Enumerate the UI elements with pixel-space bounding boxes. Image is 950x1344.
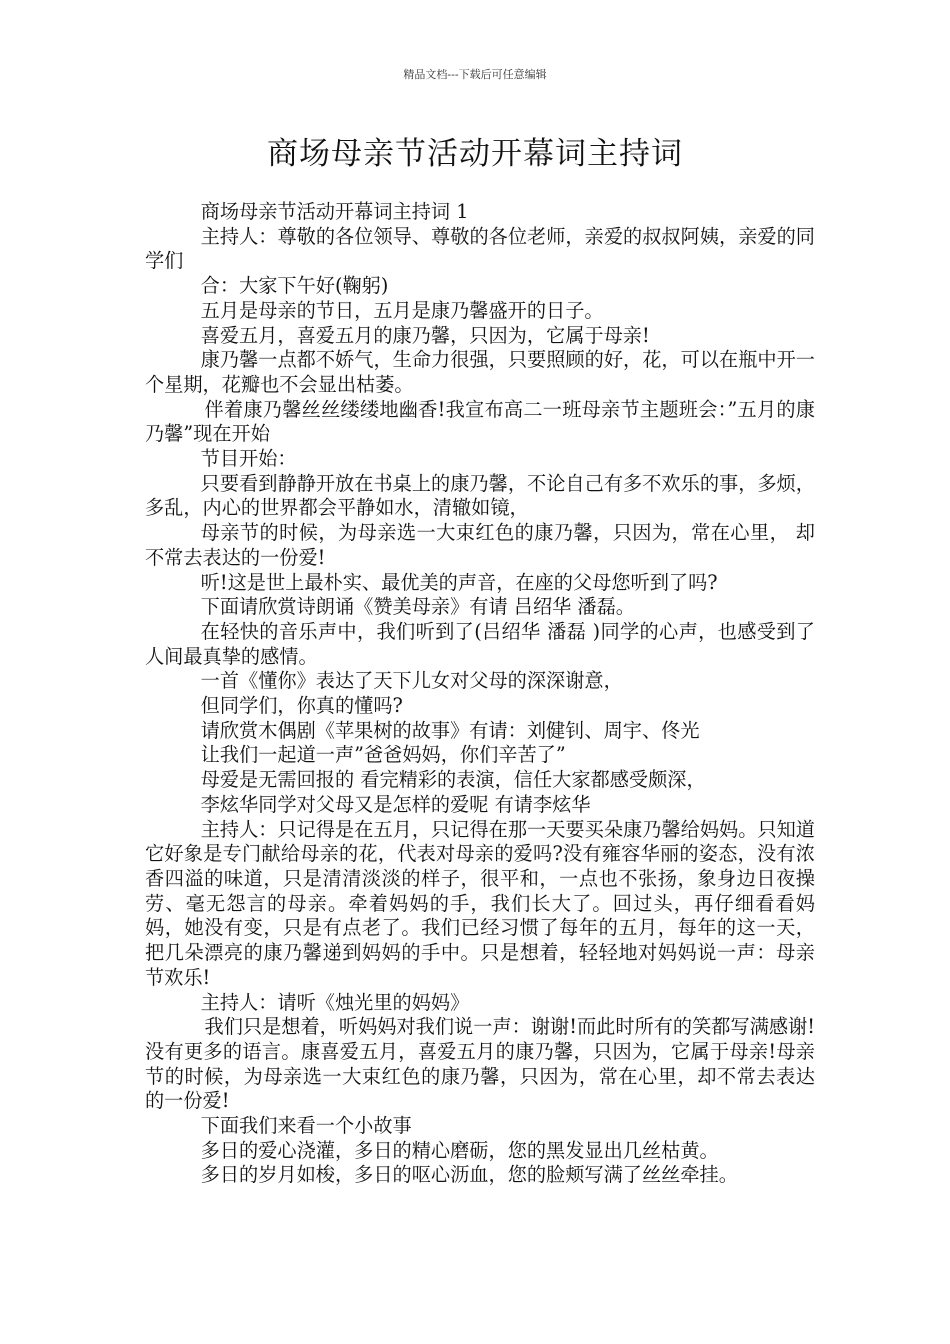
paragraph: 让我们一起道一声”爸爸妈妈，你们辛苦了”	[200, 743, 566, 767]
paragraph: 一首《懂你》表达了天下儿女对父母的深深谢意，	[200, 669, 623, 693]
paragraph: 请欣赏木偶剧《苹果树的故事》有请：刘健钊、周宇、佟光	[200, 718, 700, 742]
paragraph: 节目开始：	[200, 447, 297, 471]
paragraph: 合：大家下午好(鞠躬)	[200, 274, 389, 298]
document-title: 商场母亲节活动开幕词主持词	[267, 136, 683, 172]
paragraph: 听!这是世上最朴实、最优美的声音，在座的父母您听到了吗?	[200, 570, 718, 594]
document-body	[145, 200, 815, 1188]
paragraph: 母爱是无需回报的 看完精彩的表演，信任大家都感受颇深，	[200, 768, 706, 792]
paragraph: 五月是母亲的节日，五月是康乃馨盛开的日子。	[200, 298, 604, 322]
paragraph: 母亲节的时候，为母亲选一大束红色的康乃馨，只因为，常在心里， 却不常去表达的一份爱!	[145, 521, 815, 569]
paragraph: 主持人：尊敬的各位领导、尊敬的各位老师，亲爱的叔叔阿姨，亲爱的同学们	[145, 224, 815, 273]
paragraph: 李炫华同学对父母又是怎样的爱呢 有请李炫华	[200, 792, 591, 816]
paragraph: 在轻快的音乐声中，我们听到了(吕绍华 潘磊 )同学的心声，也感受到了人间最真挚的感情。	[145, 619, 815, 668]
paragraph: 但同学们，你真的懂吗?	[200, 694, 403, 718]
paragraph: 商场母亲节活动开幕词主持词 1	[200, 200, 469, 223]
paragraph: 下面请欣赏诗朗诵《赞美母亲》有请 吕绍华 潘磊。	[200, 595, 635, 619]
paragraph: 伴着康乃馨丝丝缕缕地幽香!我宣布高二一班母亲节主题班会：”五月的康乃馨”现在开始	[145, 397, 815, 446]
paragraph: 康乃馨一点都不娇气，生命力很强，只要照顾的好，花，可以在瓶中开一个星期，花瓣也不会显出枯萎。	[145, 348, 815, 396]
paragraph: 主持人：只记得是在五月，只记得在那一天要买朵康乃馨给妈妈。只知道它好象是专门献给母亲的花，代表对母亲的爱吗?没有雍容华丽的姿态，没有浓香四溢的味道，只是清清淡淡的样子，很平和，一点也不张扬，象身边日夜操劳、毫无怨言的母亲。牵着妈妈的手，我们长大了。回过头，再仔细看看妈妈，她没有变，只是有点老了。我们已经习惯了每年的五月，每年的这一天，把几朵漂亮的康乃馨递到妈妈的手中。只是想着，轻轻地对妈妈说一声：母亲节欢乐!	[145, 817, 815, 989]
paragraph: 主持人：请听《烛光里的妈妈》	[200, 990, 470, 1014]
paragraph: 我们只是想着，听妈妈对我们说一声：谢谢!而此时所有的笑都写满感谢!没有更多的语言。康喜爱五月，喜爱五月的康乃馨，只因为，它属于母亲!母亲节的时候，为母亲选一大束红色的康乃馨，只因为，常在心里，却不常去表达的一份爱!	[145, 1015, 815, 1113]
paragraph: 多日的岁月如梭，多日的呕心沥血，您的脸颊写满了丝丝牵挂。	[200, 1163, 738, 1187]
page-header: 精品文档---下载后可任意编辑	[403, 68, 547, 81]
paragraph: 多日的爱心浇灌，多日的精心磨砺，您的黑发显出几丝枯黄。	[200, 1138, 719, 1162]
paragraph: 喜爱五月，喜爱五月的康乃馨，只因为，它属于母亲!	[200, 323, 650, 347]
paragraph: 下面我们来看一个小故事	[200, 1114, 412, 1138]
paragraph: 只要看到静静开放在书桌上的康乃馨，不论自己有多不欢乐的事，多烦，多乱，内心的世界都会平静如水，清辙如镜，	[145, 471, 815, 520]
